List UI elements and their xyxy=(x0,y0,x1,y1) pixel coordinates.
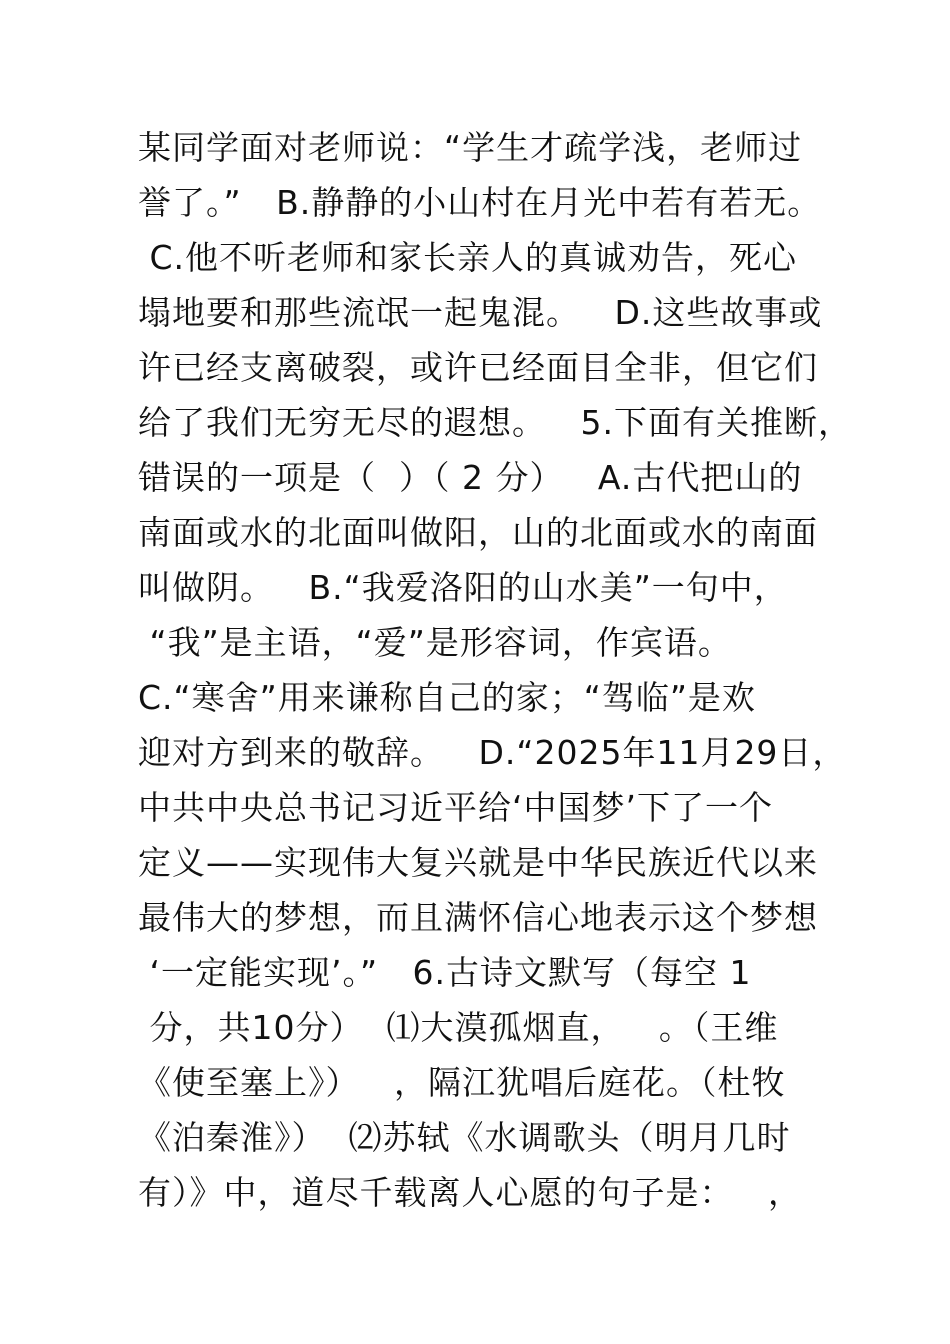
text-line-16: ‘一定能实现’。” 6.古诗文默写（每空 1 xyxy=(138,953,752,992)
text-line-7: 错误的一项是（ ）（ 2 分） A.古代把山的 xyxy=(138,458,803,497)
text-line-15: 最伟大的梦想，而且满怀信心地表示这个梦想 xyxy=(138,898,818,937)
text-line-6: 给了我们无穷无尽的遐想。 5.下面有关推断， xyxy=(138,403,852,442)
text-line-11: C.“寒舍”用来谦称自己的家；“驾临”是欢 xyxy=(138,678,756,717)
text-line-2: 誉了。” B.静静的小山村在月光中若有若无。 xyxy=(138,183,822,222)
text-line-9: 叫做阴。 B.“我爱洛阳的山水美”一句中， xyxy=(138,568,788,607)
text-line-20: 有）》中，道尽千载离人心愿的句子是： ， xyxy=(138,1173,802,1212)
text-line-14: 定义——实现伟大复兴就是中华民族近代以来 xyxy=(138,843,818,882)
text-line-12: 迎对方到来的敬辞。 D.“2025年11月29日， xyxy=(138,733,847,772)
text-line-5: 许已经支离破裂，或许已经面目全非，但它们 xyxy=(138,348,818,387)
text-line-4: 塌地要和那些流氓一起鬼混。 D.这些故事或 xyxy=(138,293,823,332)
text-line-19: 《泊秦淮》） ⑵苏轼《水调歌头（明月几时 xyxy=(138,1118,791,1157)
text-line-1: 某同学面对老师说：“学生才疏学浅，老师过 xyxy=(138,128,803,167)
text-line-3: C.他不听老师和家长亲人的真诚劝告，死心 xyxy=(138,238,798,277)
text-line-18: 《使至塞上》） ，隔江犹唱后庭花。（杜牧 xyxy=(138,1063,786,1102)
text-line-10: “我”是主语，“爱”是形容词，作宾语。 xyxy=(138,623,732,662)
text-line-17: 分，共10分） ⑴大漠孤烟直， 。（王维 xyxy=(138,1008,779,1047)
text-line-13: 中共中央总书记习近平给‘中国梦’下了一个 xyxy=(138,788,773,827)
text-line-8: 南面或水的北面叫做阳，山的北面或水的南面 xyxy=(138,513,818,552)
